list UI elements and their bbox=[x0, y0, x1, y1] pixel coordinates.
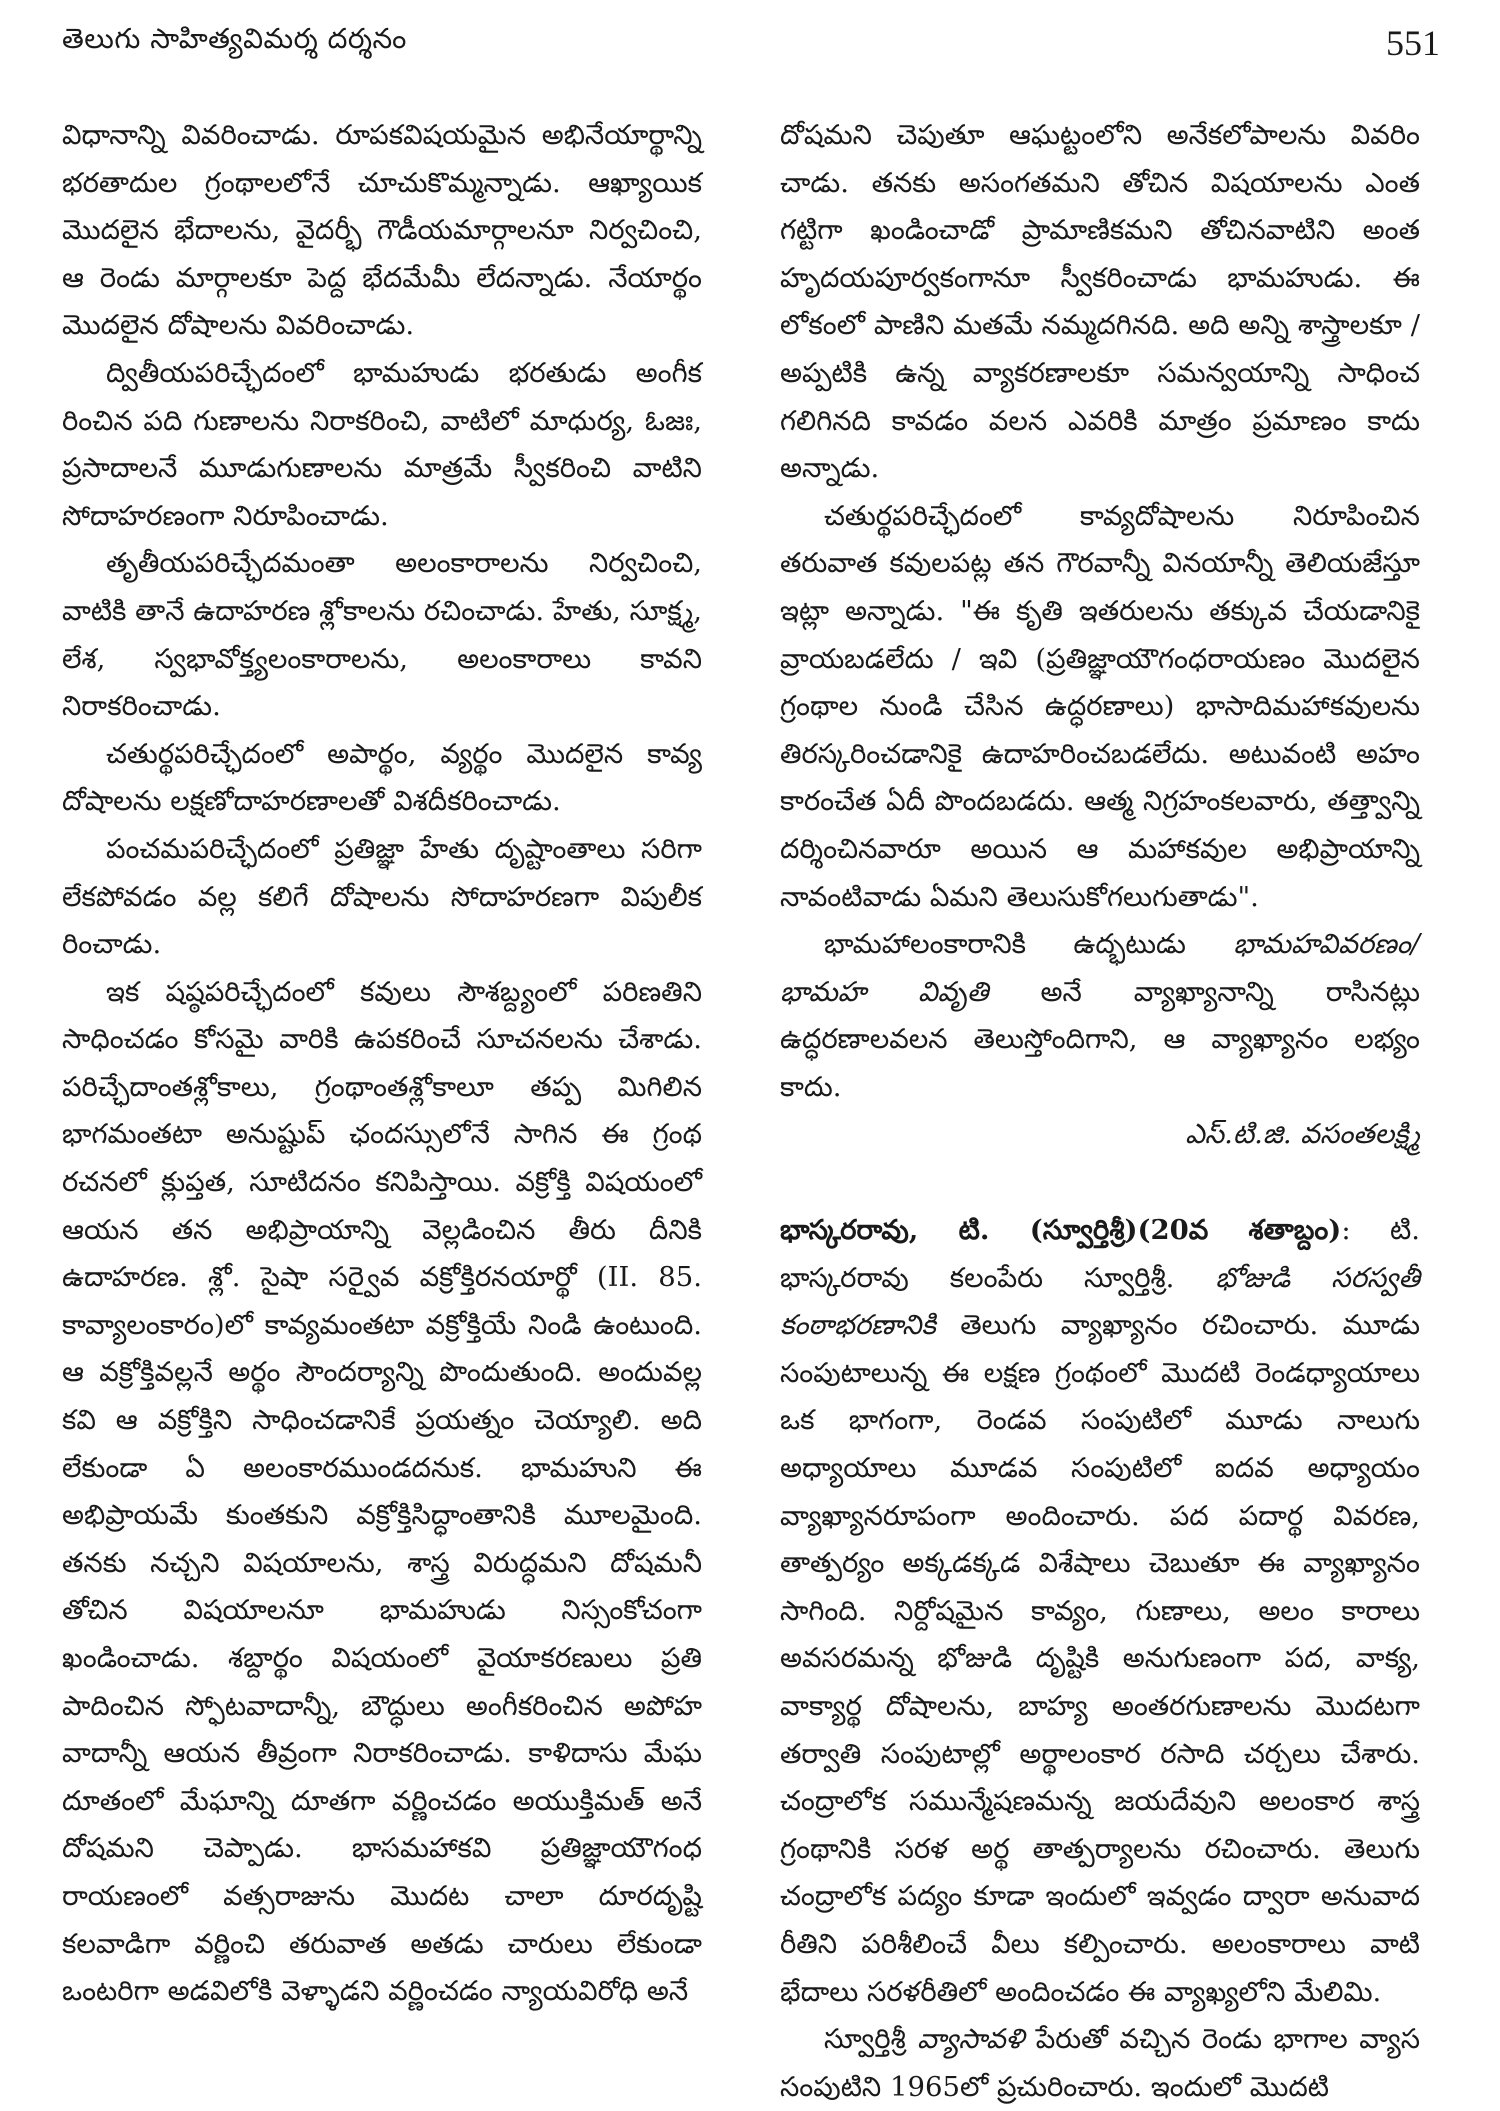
paragraph: చతుర్థపరిచ్ఛేదంలో అపార్థం, వ్యర్థం మొదలైన కావ్య దోషాలను లక్షణోదాహరణాలతో విశదీకరించాడు. bbox=[62, 737, 702, 818]
encyclopedia-entry bbox=[780, 1207, 1420, 2016]
text-span: తెలుగు వ్యాఖ్యానం రచించారు. మూడు సంపుటాలున్న ఈ లక్షణ గ్రంథంలో మొదటి రెండధ్యాయాలు ఒక భాగంగా, రెండవ సంపుటిలో మూడు నాలుగు అధ్యాయాలు మూడవ సంపుటిలో ఐదవ అధ్యాయం వ్యాఖ్యానరూపంగా అందించారు. పద పదార్థ వివరణ, తాత్పర్యం అక్కడక్కడ విశేషాలు చెబుతూ ఈ వ్యాఖ్యానం సాగింది. నిర్దోషమైన కావ్యం, గుణాలు, అలం కారాలు అవసరమన్న భోజుడి దృష్టికి అనుగుణంగా పద, వాక్య, వాక్యార్థ దోషాలను, బాహ్య అంతరగుణాలను మొదటగా తర్వాతి సంపుటాల్లో అర్థాలంకార రసాది చర్చలు చేశారు. చంద్రాలోక సమున్మేషణమన్న జయదేవుని అలంకార శాస్త్ర గ్రంథానికి సరళ అర్థ తాత్పర్యాలను రచించారు. తెలుగు చంద్రాలోక పద్యం కూడా ఇందులో ఇవ్వడం ద్వారా అనువాద రీతిని పరిశీలించే వీలు కల్పించారు. అలంకారాలు వాటి భేదాలు సరళరీతిలో అందించడం ఈ వ్యాఖ్యలోని మేలిమి. bbox=[780, 1309, 1420, 2008]
right-column bbox=[780, 112, 1421, 2103]
text-span: : టి. భాస్కరరావు కలంపేరు స్వూర్తిశ్రీ. bbox=[780, 1214, 1421, 1294]
left-column bbox=[62, 112, 702, 2008]
paragraph: దోషమని చెపుతూ ఆఘట్టంలోని అనేకలోపాలను వివరిం చాడు. తనకు అసంగతమని తోచిన విషయాలను ఎంత గట్టిగా ఖండించాడో ప్రామాణికమని తోచినవాటిని అంత హృదయపూర్వకంగానూ స్వీకరించాడు భామహుడు. ఈ లోకంలో పాణిని మతమే నమ్మదగినది. అది అన్ని శాస్త్రాలకూ /అప్పటికి ఉన్న వ్యాకరణాలకూ సమన్వయాన్ని సాధించ గలిగినది కావడం వలన ఎవరికి మాత్రం ప్రమాణం కాదు అన్నాడు. bbox=[780, 119, 1420, 485]
paragraph bbox=[780, 921, 1420, 1111]
text-span: భామహాలంకారానికి ఉద్భటుడు bbox=[824, 928, 1234, 961]
paragraph: విధానాన్ని వివరించాడు. రూపకవిషయమైన అభినేయార్థాన్ని భరతాదుల గ్రంథాలలోనే చూచుకొమ్మన్నాడు. ఆఖ్యాయిక మొదలైన భేదాలను, వైదర్భీ గౌడీయమార్గాలనూ నిర్వచించి, ఆ రెండు మార్గాలకూ పెద్ద భేదమేమీ లేదన్నాడు. నేయార్థం మొదలైన దోషాలను వివరించాడు. bbox=[62, 119, 702, 342]
paragraph: పంచమపరిచ్ఛేదంలో ప్రతిజ్ఞా హేతు దృష్టాంతాలు సరిగా లేకపోవడం వల్ల కలిగే దోషాలను సోదాహరణగా విపులీక రించాడు. bbox=[62, 832, 702, 961]
author-signature: ఎస్.టి.జి. వసంతలక్ష్మి bbox=[1185, 1118, 1420, 1151]
text-span: స్వూర్తిశ్రీ bbox=[824, 2023, 918, 2056]
paragraph: ద్వితీయపరిచ్ఛేదంలో భామహుడు భరతుడు అంగీక రించిన పది గుణాలను నిరాకరించి, వాటిలో మాధుర్య, ఓజః, ప్రసాదాలనే మూడుగుణాలను మాత్రమే స్వీకరించి వాటిని సోదాహరణంగా నిరూపించాడు. bbox=[62, 356, 702, 532]
paragraph: ఇక షష్ఠపరిచ్ఛేదంలో కవులు సౌశబ్ద్యంలో పరిణతిని సాధించడం కోసమై వారికి ఉపకరించే సూచనలను చేశాడు. పరిచ్ఛేదాంతశ్లోకాలు, గ్రంథాంతశ్లోకాలూ తప్ప మిగిలిన భాగమంతటా అనుష్టుప్ ఛందస్సులోనే సాగిన ఈ గ్రంథ రచనలో క్లుప్తత, సూటిదనం కనిపిస్తాయి. వక్రోక్తి విషయంలో ఆయన తన అభిప్రాయాన్ని వెల్లడించిన తీరు దీనికి ఉదాహరణ. శ్లో. సైషా సర్వైవ వక్రోక్తిరనయార్థో (II. 85. కావ్యాలంకారం)లో కావ్యమంతటా వక్రోక్తియే నిండి ఉంటుంది. ఆ వక్రోక్తివల్లనే అర్థం సౌందర్యాన్ని పొందుతుంది. అందువల్ల కవి ఆ వక్రోక్తిని సాధించడానికే ప్రయత్నం చెయ్యాలి. అది లేకుండా ఏ అలంకారముండదనుక. భామహుని ఈ అభిప్రాయమే కుంతకుని వక్రోక్తిసిద్ధాంతానికి మూలమైంది. తనకు నచ్చని విషయాలను, శాస్త్ర విరుద్ధమని దోషమనీ తోచిన విషయాలనూ భామహుడు నిస్సంకోచంగా ఖండించాడు. శబ్దార్థం విషయంలో వైయాకరణులు ప్రతి పాదించిన స్ఫోటవాదాన్నీ, బౌద్ధులు అంగీకరించిన అపోహ వాదాన్నీ ఆయన తీవ్రంగా నిరాకరించాడు. కాళిదాసు మేఘ దూతంలో మేఘాన్ని దూతగా వర్ణించడం అయుక్తిమత్ అనే దోషమని చెప్పాడు. భాసమహాకవి ప్రతిజ్ఞాయౌగంధ రాయణంలో వత్సరాజును మొదట చాలా దూరదృష్టి కలవాడిగా వర్ణించి తరువాత అతడు చారులు లేకుండా ఒంటరిగా అడవిలోకి వెళ్ళాడని వర్ణించడం న్యాయవిరోధి అనే bbox=[62, 975, 702, 2008]
paragraph bbox=[780, 2016, 1420, 2111]
page-header bbox=[62, 22, 1440, 82]
text-span: అనే వ్యాఖ్యానాన్ని రాసినట్లు ఉద్ధరణాలవలన తెలుస్తోందిగాని, ఆ వ్యాఖ్యానం లభ్యం కాదు. bbox=[780, 975, 1420, 1103]
running-title: తెలుగు సాహిత్యవిమర్శ దర్శనం bbox=[62, 22, 407, 55]
page-number: 551 bbox=[1386, 23, 1440, 63]
paragraph: తృతీయపరిచ్ఛేదమంతా అలంకారాలను నిర్వచించి, వాటికి తానే ఉదాహరణ శ్లోకాలను రచించాడు. హేతు, సూక్ష్మ, లేశ, స్వభావోక్త్యలంకారాలను, అలంకారాలు కావని నిరాకరించాడు. bbox=[62, 547, 702, 723]
entry-heading: భాస్కరరావు, టి. (స్వూర్తిశ్రీ)(20వ శతాబ్దం) bbox=[780, 1214, 1342, 1247]
text-span: పేరుతో వచ్చిన రెండు భాగాల వ్యాస సంపుటిని 1965లో ప్రచురించారు. ఇందులో మొదటి bbox=[780, 2023, 1420, 2103]
paragraph: చతుర్థపరిచ్ఛేదంలో కావ్యదోషాలను నిరూపించిన తరువాత కవులపట్ల తన గౌరవాన్నీ వినయాన్నీ తెలియజేస్తూ ఇట్లా అన్నాడు. "ఈ కృతి ఇతరులను తక్కువ చేయడానికై వ్రాయబడలేదు / ఇవి (ప్రతిజ్ఞాయౌగంధరాయణం మొదలైన గ్రంథాల నుండి చేసిన ఉద్ధరణాలు) భాసాదిమహాకవులను తిరస్కరించడానికై ఉదాహరించబడలేదు. అటువంటి అహం కారంచేత ఏదీ పొందబడదు. ఆత్మ నిగ్రహంకలవారు, తత్త్వాన్ని దర్శించినవారూ అయిన ఆ మహాకవుల అభిప్రాయాన్ని నావంటివాడు ఏమని తెలుసుకోగలుగుతాడు". bbox=[780, 499, 1420, 913]
work-title: భోజుడి సరస్వతీ కంఠాభరణానికి bbox=[780, 1261, 1420, 1342]
work-title: వ్యాసావళి bbox=[917, 2023, 1025, 2056]
work-title: భామహవివరణం/ భామహ వివృతి bbox=[780, 928, 1420, 1008]
